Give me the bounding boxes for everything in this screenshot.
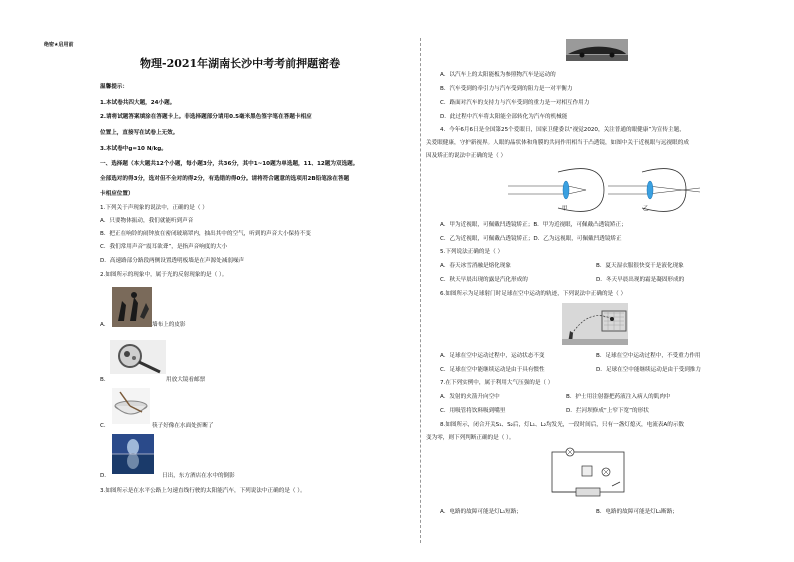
secret-label: 绝密★启用前: [44, 42, 74, 48]
fig-label-a: 甲: [562, 206, 568, 212]
magnifier-image: [110, 340, 166, 374]
q6-option-d: D．足球在空中能继续运动是由于受到推力: [596, 367, 701, 373]
q1-option-a: A．只要物体振动，我们就能听到声音: [100, 218, 194, 224]
q2-option-d-text: 日出，东方酒店在水中的倒影: [162, 473, 235, 479]
q2-option-b-label: B．: [100, 377, 110, 383]
solar-car-image: [566, 39, 628, 61]
bowl-chopstick-image: [112, 388, 150, 424]
q4-line2: 关爱眼健康，守护新视界。人眼的晶状体和角膜的共同作用相当于凸透镜，如图中关于近视眼与远视眼的成: [426, 140, 689, 146]
shadow-puppet-image: [112, 287, 152, 327]
note-2-line2: 位置上，直接写在试卷上无效。: [100, 130, 179, 136]
note-1: 1.本试卷共四大题，24小题。: [100, 100, 176, 106]
q2-option-c-text: 筷子好像在水面处折断了: [152, 423, 214, 429]
page-title: 物理-2021年湖南长沙中考考前押题密卷: [140, 57, 341, 70]
q4-line1: 4．今年6月6日是全国第25个爱眼日，国家卫健委以“视觉2020，关注普通的眼健康”为宣传主题，: [440, 127, 685, 133]
q2-option-c-label: C．: [100, 423, 110, 429]
note-3: 3.本试卷中g=10 N/kg。: [100, 146, 167, 152]
q1-option-c: C．我们常用声音“震耳欲聋”，是指声音响度的大小: [100, 244, 228, 250]
q4-options-ab: A．甲为近视眼，可佩戴凹透镜矫正；B．甲为近视眼，可佩戴凸透镜矫正；: [440, 222, 627, 228]
section1-line2: 全部选对的得3分，选对但不全对的得2分，有选错的得0分。请将符合题意的选项用2B铅笔涂在答题: [100, 176, 350, 182]
circuit-diagram: [548, 446, 628, 498]
note-2-line1: 2.请将试题答案填涂在答题卡上。非选择题部分请用0.5毫米黑色签字笔在答题卡相应: [100, 114, 312, 120]
q4-line3: 因及矫正的说法中正确的是（ ）: [426, 153, 507, 159]
column-divider: [420, 38, 421, 543]
q2-stem: 2.如图所示的现象中，属于光的反射现象的是（ ）。: [100, 272, 228, 278]
q8-line2: 变为零，则下列判断正确的是（ ）。: [426, 435, 515, 441]
q5-option-b: B．夏天湿衣服很快变干是液化现象: [596, 263, 684, 269]
q1-option-b: B．把正在响铃的闹钟放在密闭玻璃罩内，抽出其中的空气，听到的声音大小保持不变: [100, 231, 311, 237]
q7-option-a: A．发射的火箭升向空中: [440, 394, 500, 400]
q6-option-b: B．足球在空中运动过程中，不受重力作用: [596, 353, 701, 359]
hotel-reflection-image: [112, 434, 154, 474]
q5-stem: 5.下列说法正确的是（ ）: [440, 249, 504, 255]
section1-line1: 一、选择题（本大题共12个小题，每小题3分，共36分，其中1~10题为单选题，11、12题为双选题。: [100, 161, 359, 167]
q6-option-c: C．足球在空中能继续运动是由于具有惯性: [440, 367, 545, 373]
q7-option-b: B．护士用注射器把药液注入病人的肌肉中: [566, 394, 671, 400]
ammeter-icon: [582, 466, 592, 476]
eye-diagram-a: [508, 169, 604, 212]
fig-label-b: 乙: [643, 206, 649, 212]
eye-diagram-b: [608, 169, 700, 212]
q5-option-d: D．冬天早晨出现的霜是凝固形成的: [596, 277, 685, 283]
section1-line3: 卡相应位置）: [100, 191, 134, 197]
q3-option-a: A．以汽车上的太阳能板为参照物汽车是运动的: [440, 72, 556, 78]
q2-option-a-text: 墙布上的皮影: [152, 322, 186, 328]
notes-heading: 温馨提示：: [100, 84, 128, 90]
q1-stem: 1.下列关于声现象的说法中，正确的是（ ）: [100, 205, 208, 211]
soccer-shot-image: [562, 303, 628, 345]
q2-option-d-label: D．: [100, 473, 110, 479]
q8-line1: 8.如图所示，闭合开关S₁、S₂后，灯L₁、L₂均发光，一段时间后，只有一盏灯熄灭，电流表A的示数: [440, 422, 685, 428]
q3-option-b: B．汽车受到的牵引力与汽车受到的阻力是一对平衡力: [440, 86, 573, 92]
q5-option-a: A．春天冰雪消融是熔化现象: [440, 263, 511, 269]
q8-option-b: B．电路的故障可能是灯L₁断路；: [596, 509, 678, 515]
q3-stem: 3.如图所示是在水平公路上匀速直线行驶的太阳能汽车，下列说法中正确的是（ ）。: [100, 488, 306, 494]
q2-option-b-text: 用放大镜看邮票: [166, 377, 206, 383]
battery-icon: [576, 488, 600, 496]
switch-icon: [612, 482, 620, 486]
q8-option-a: A．电路的故障可能是灯L₁短路；: [440, 509, 522, 515]
q3-option-d: D．此过程中汽车将太阳能全部转化为汽车的机械能: [440, 114, 568, 120]
q7-option-c: C．用吸管将饮料吸到嘴里: [440, 408, 506, 414]
q2-option-a-label: A．: [100, 322, 110, 328]
q1-option-d: D．高速路部分路段两侧设置透明板墙是在声源处减弱噪声: [100, 258, 245, 264]
q6-option-a: A．足球在空中运动过程中，运动状态不变: [440, 353, 545, 359]
q6-stem: 6.如图所示为足球射门时足球在空中运动的轨迹，下列说法中正确的是（ ）: [440, 291, 627, 297]
q7-option-d: D．拦河坝修成“上窄下宽”的形状: [566, 408, 649, 414]
q3-option-c: C．路面对汽车的支持力与汽车受到的重力是一对相互作用力: [440, 100, 590, 106]
q4-options-cd: C．乙为近视眼，可佩戴凸透镜矫正；D．乙为远视眼，可佩戴凹透镜矫正: [440, 236, 622, 242]
q7-stem: 7.在下列实例中，属于利用大气压强的是（ ）: [440, 380, 554, 386]
eye-diagrams: [508, 164, 708, 220]
q5-option-c: C．秋天早晨出现的露是汽化形成的: [440, 277, 528, 283]
